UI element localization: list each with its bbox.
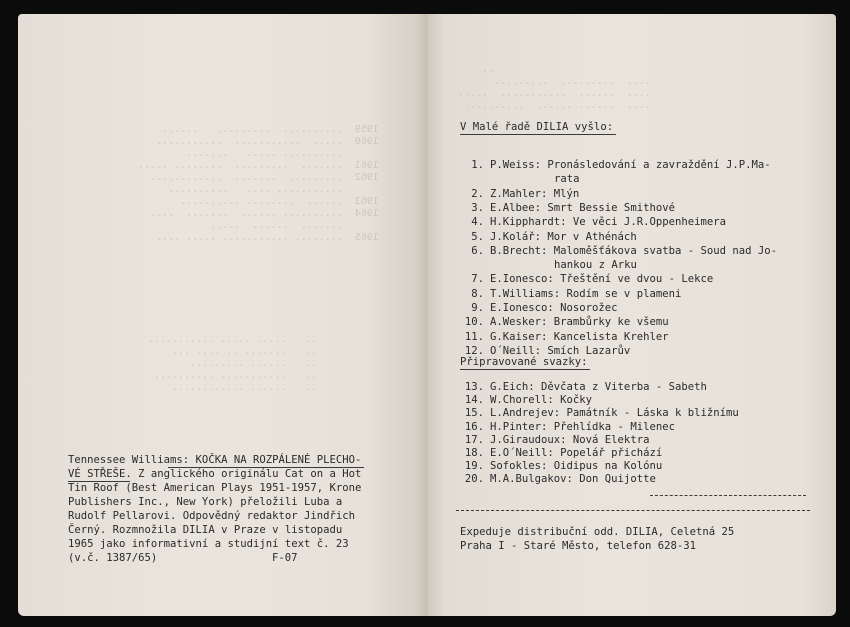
list-item: B.Brecht: Maloměšťákova svatba - Soud nad Jo- [490, 244, 778, 257]
colophon-line: Rudolf Pellarovi. Odpovědný redaktor Jindřich [68, 510, 356, 522]
heading-underline [460, 134, 616, 135]
list-item: A.Wesker: Brambůrky ke všemu [490, 316, 669, 329]
list-item: T.Williams: Rodím se v plameni [490, 287, 682, 300]
title-underline [168, 467, 364, 468]
colophon-line: Tennessee Williams: KOČKA NA ROZPÁLENÉ PLECHO- [68, 454, 362, 466]
published-heading: V Malé řadě DILIA vyšlo: [460, 121, 614, 133]
right-page [428, 14, 836, 616]
list-item: H.Pinter: Přehlídka - Milenec [490, 420, 675, 433]
list-item-number: 19. [464, 460, 484, 473]
list-item: E.Ionesco: Třeštění ve dvou - Lekce [490, 273, 714, 286]
list-item-number: 7. [471, 273, 484, 286]
colophon-line: Publishers Inc., New York) přeložili Luba a [68, 496, 343, 508]
list-item: M.A.Bulgakov: Don Quijotte [490, 473, 656, 486]
list-item-number: 13. [464, 381, 484, 393]
list-item-number: 8. [471, 287, 484, 300]
list-item-number: 4. [471, 216, 484, 229]
list-item: E.Albee: Smrt Bessie Smithové [490, 201, 675, 214]
show-through-text: 1959 .......... ......... ...... 1960 ..... ........... ........... .......... ..... ....... 1961 ....... ......... ........ ..... 1962 ......... ....... ............ ........... .... .......... 1963 ...... ........ .......... 1964 .......... ...... ....... .... ....... ...... ..... 1965 ........ ........... ..... .... [138, 124, 379, 243]
left-page [18, 14, 428, 616]
list-item: W.Chorell: Kočky [490, 394, 593, 407]
list-item: P.Weiss: Pronásledování a zavraždění J.P.Ma- [490, 159, 771, 171]
list-item: G.Kaiser: Kancelista Krehler [490, 330, 669, 343]
divider [650, 495, 806, 496]
print-code: F-07 [272, 552, 298, 564]
list-item-number: 11. [464, 330, 484, 343]
divider [456, 510, 810, 511]
list-item: L.Andrejev: Památník - Láska k bližnímu [490, 407, 739, 420]
list-item: H.Kipphardt: Ve věci J.R.Oppenheimera [490, 216, 726, 229]
colophon-line: 1965 jako informativní a studijní text č. 23 [68, 538, 349, 550]
list-item: rata [554, 173, 580, 186]
list-item-number: 1. [471, 159, 484, 171]
forthcoming-heading: Připravované svazky: [460, 356, 588, 368]
list-item: E.O´Neill: Popelář přichází [490, 447, 663, 459]
colophon-line: Černý. Rozmnožila DILIA v Praze v listopadu [68, 524, 343, 536]
list-item: hankou z Arku [554, 259, 637, 272]
title-underline [68, 481, 130, 482]
list-item-number: 6. [471, 244, 484, 257]
list-item: G.Eich: Děvčata z Viterba - Sabeth [490, 381, 707, 393]
list-item: J.Giraudoux: Nová Elektra [490, 433, 650, 446]
heading-underline [460, 369, 590, 370]
colophon-line: VÉ STŘEŠE. Z anglického originálu Cat on a Hot [68, 468, 362, 480]
show-through-text: .. .... ......... ......... .... ...... ........... ..... .... ...... ...... .......... [458, 64, 651, 111]
show-through-text-2: .. ..... ..... ........... .. ....... .. .... ... .. ...... ......... .. ........... .......... .. ...... ............ [148, 334, 317, 393]
list-item-number: 20. [464, 473, 484, 486]
colophon-line: Tin Roof (Best American Plays 1951-1957, Krone [68, 482, 362, 494]
list-item-number: 17. [464, 433, 484, 446]
list-item: J.Kolář: Mor v Athénách [490, 230, 637, 243]
list-item-number: 5. [471, 230, 484, 243]
list-item-number: 18. [464, 447, 484, 459]
list-item-number: 10. [464, 316, 484, 329]
footer-line: Praha I - Staré Město, telefon 628-31 [460, 540, 696, 552]
list-item-number: 14. [464, 394, 484, 407]
list-item-number: 2. [471, 187, 484, 200]
list-item-number: 12. [464, 344, 484, 357]
list-item: O´Neill: Smích Lazarův [490, 344, 631, 357]
list-item-number: 9. [471, 302, 484, 314]
list-item: E.Ionesco: Nosorožec [490, 302, 618, 314]
list-item-number: 16. [464, 420, 484, 433]
list-item: Sofokles: Oidipus na Kolónu [490, 460, 663, 473]
list-item-number: 15. [464, 407, 484, 420]
list-item: Z.Mahler: Mlýn [490, 187, 580, 200]
colophon-line: (v.č. 1387/65) [68, 552, 158, 564]
footer-line: Expeduje distribuční odd. DILIA, Celetná 25 [460, 526, 735, 538]
list-item-number: 3. [471, 201, 484, 214]
